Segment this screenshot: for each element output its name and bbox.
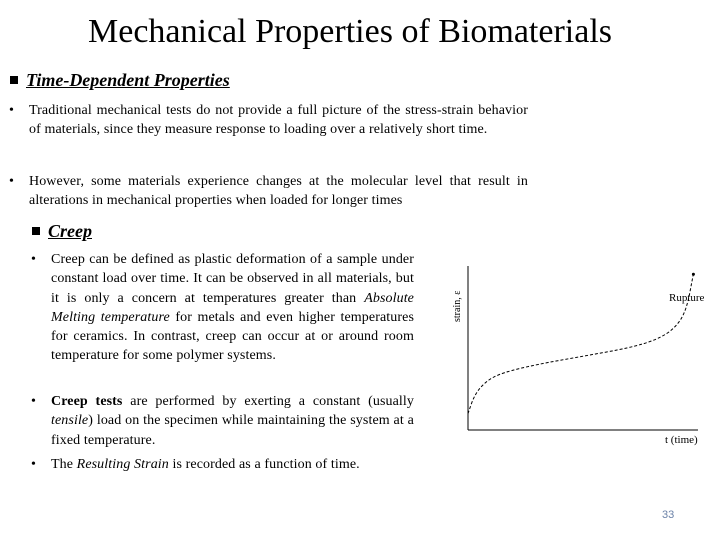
bullet-creep-tests [31, 392, 414, 450]
bullet-emphasis: Resulting Strain [76, 457, 169, 472]
creep-chart [440, 260, 710, 450]
bullet-strong: Creep tests [51, 394, 123, 409]
bullet-text: Traditional mechanical tests do not provide a full picture of the stress-strain behavior of materials, since they measure response to loading over a relatively short time. [29, 103, 528, 138]
square-bullet-icon [10, 76, 18, 84]
bullet-traditional-tests [9, 101, 528, 140]
bullet-emphasis: tensile [51, 413, 89, 429]
chart-y-label: strain, ε [452, 290, 463, 322]
section-heading-text: Time-Dependent Properties [26, 70, 230, 90]
bullet-creep-definition [31, 250, 414, 366]
bullet-text: ) load on the specimen while maintaining the system at a fixed temperature. [51, 413, 414, 448]
bullet-dot-icon: • [31, 394, 37, 409]
rupture-point [692, 273, 695, 276]
bullet-text: The [51, 457, 77, 472]
bullet-text: However, some materials experience changes at the molecular level that result in alterations in mechanical properties when loaded for longer times [29, 174, 528, 209]
slide-title: Mechanical Properties of Biomaterials [88, 13, 612, 50]
bullet-dot-icon: • [9, 103, 15, 118]
bullet-text: is recorded as a function of time. [168, 457, 360, 472]
chart-x-label: t (time) [665, 434, 698, 446]
bullet-dot-icon: • [9, 174, 15, 189]
bullet-molecular-changes [9, 172, 528, 211]
chart-rupture-label: Rupture [669, 292, 705, 304]
creep-heading [32, 221, 92, 242]
creep-curve-line [468, 274, 693, 413]
bullet-text: Creep can be defined as plastic deformation of a sample under constant load over time. It can be observed in all materials, but it is only a concern at temperatures greater than [51, 252, 414, 306]
square-bullet-icon [32, 227, 40, 235]
bullet-dot-icon: • [31, 457, 37, 472]
creep-heading-text: Creep [48, 221, 92, 241]
bullet-emphasis: Absolute Melting temperature [51, 290, 414, 325]
section-heading [10, 70, 230, 91]
page-number: 33 [662, 509, 675, 521]
bullet-resulting-strain [31, 455, 431, 474]
bullet-dot-icon: • [31, 252, 37, 267]
bullet-text: for metals and even higher temperatures for ceramics. In contrast, creep can occur at or around room temperature for some polymer systems. [51, 309, 414, 364]
bullet-text: are performed by exerting a constant (usually [122, 394, 414, 409]
